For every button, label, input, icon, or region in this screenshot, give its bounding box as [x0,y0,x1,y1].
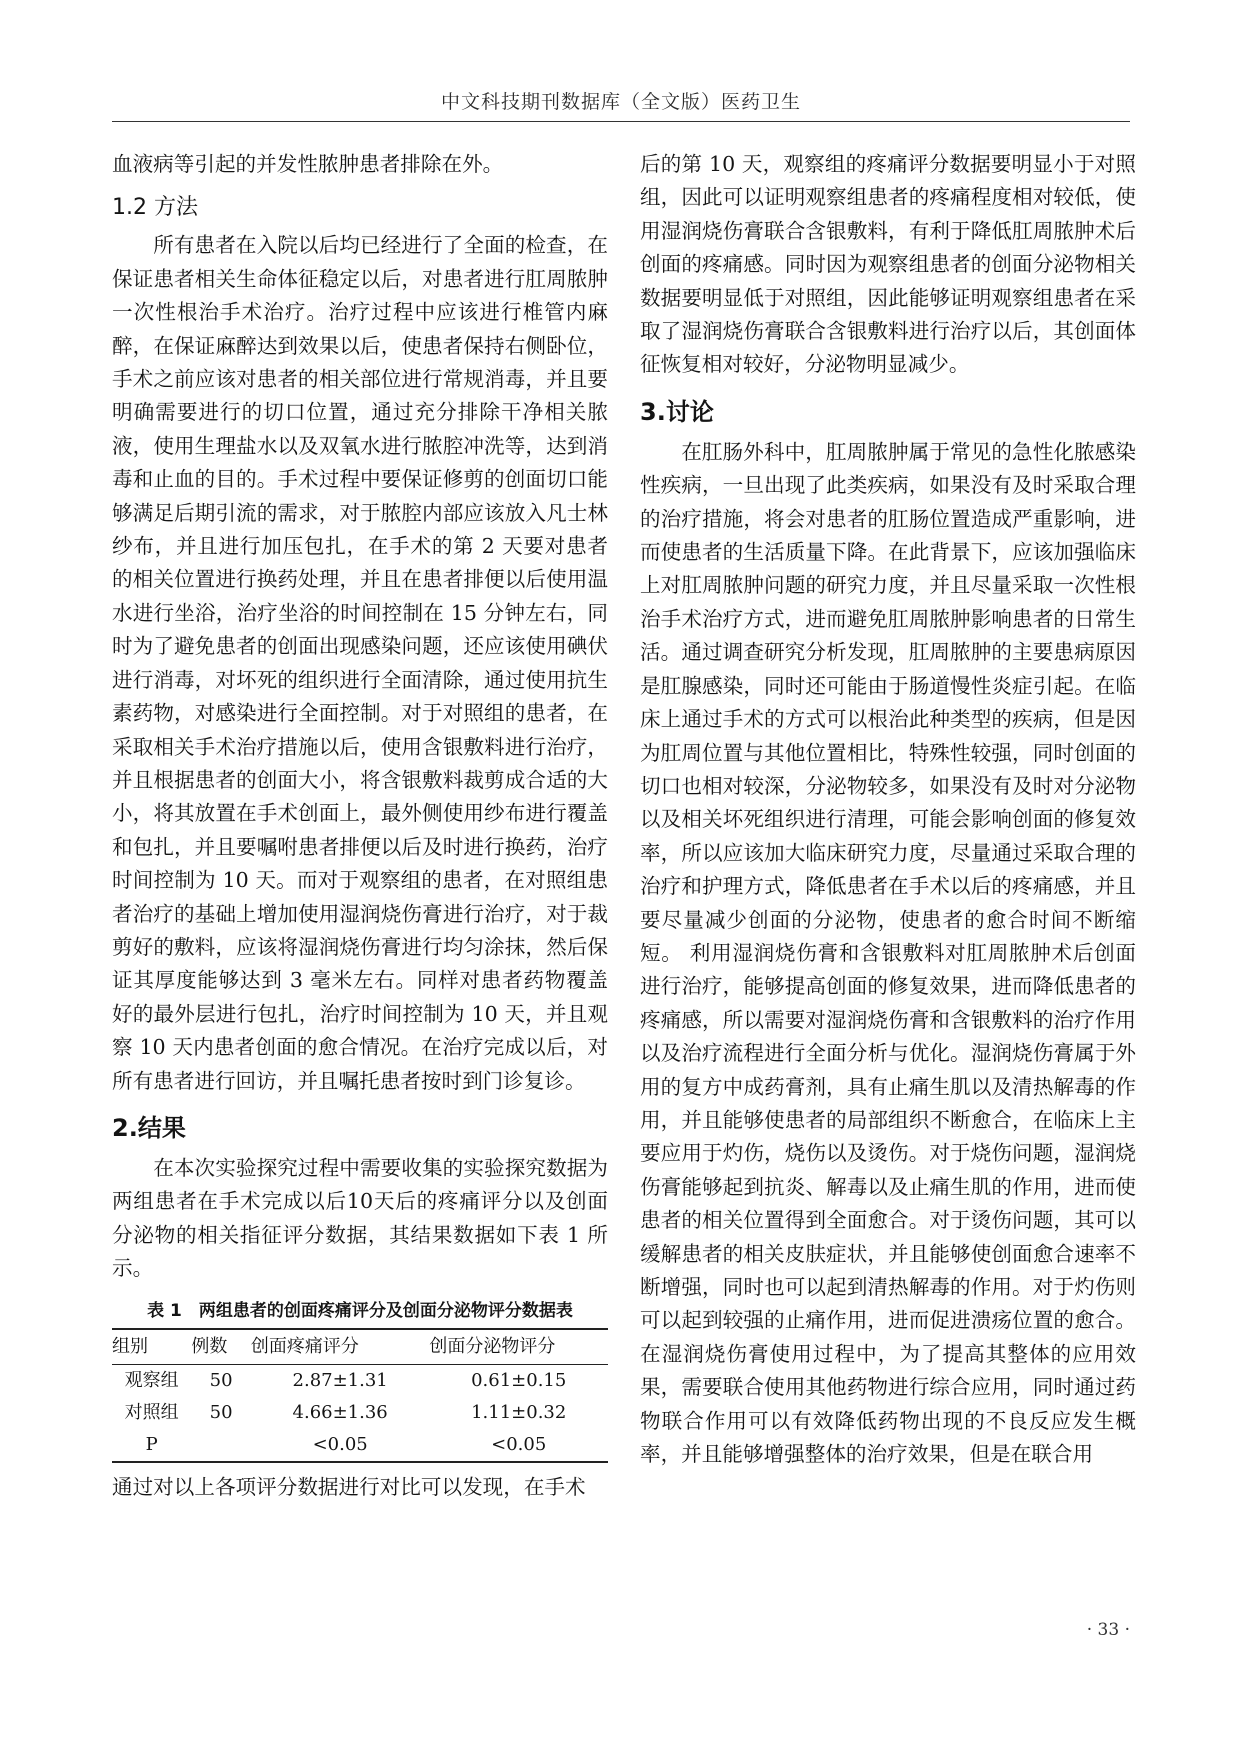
header-rule [112,121,1130,122]
table-cell: <0.05 [251,1429,430,1462]
table-cell [191,1429,251,1462]
journal-header: 中文科技期刊数据库（全文版）医药卫生 [440,91,801,113]
table-caption: 表 1 两组患者的创面疼痛评分及创面分泌物评分数据表 [147,1300,573,1321]
table-cell: 观察组 [124,1369,179,1391]
table-cell: P [112,1429,191,1462]
section-heading-discussion: 3.讨论 [640,397,714,426]
table-header-cell: 例数 [191,1329,251,1365]
section-heading-results: 2.结果 [112,1113,186,1142]
page-number: · 33 · [1086,1620,1130,1640]
table-header-cell: 创面分泌物评分 [429,1329,608,1365]
table-cell: 1.11±0.32 [471,1401,567,1423]
table-row [112,1364,608,1397]
paragraph: 血液病等引起的并发性脓肿患者排除在外。 [112,152,504,176]
paragraph: 后的第 10 天，观察组的疼痛评分数据要明显小于对照组，因此可以证明观察组患者的疼痛程度相对较低，使用湿润烧伤膏联合含银敷料，有利于降低肛周脓肿术后创面的疼痛感。同时因为观察组患者的创面分泌物相关数据要明显低于对照组，因此能够证明观察组患者在采取了湿润烧伤膏联合含银敷料进行治疗以后，其创面体征恢复相对较好，分泌物明显减少。 [640,152,1136,377]
section-heading-methods: 1.2 方法 [112,195,198,221]
paragraph: 在肛肠外科中，肛周脓肿属于常见的急性化脓感染性疾病，一旦出现了此类疾病，如果没有及时采取合理的治疗措施，将会对患者的肛肠位置造成严重影响，进而使患者的生活质量下降。在此背景下，应该加强临床上对肛周脓肿问题的研究力度，并且尽量采取一次性根治手术治疗方式，进而避免肛周脓肿影响患者的日常生活。通过调查研究分析发现，肛周脓肿的主要患病原因是肛腺感染，同时还可能由于肠道慢性炎症引起。在临床上通过手术的方式可以根治此种类型的疾病，但是因为肛周位置与其他位置相比，特殊性较强，同时创面的切口也相对较深，分泌物较多，如果没有及时对分泌物以及相关坏死组织进行清理，可能会影响创面的修复效率，所以应该加大临床研究力度，尽量通过采取合理的治疗和护理方式，降低患者在手术以后的疼痛感，并且要尽量减少创面的分泌物，使患者的愈合时间不断缩短。 利用湿润烧伤膏和含银敷料对肛周脓肿术后创面进行治疗，能够提高创面的修复效果，进而降低患者的疼痛感，所以需要对湿润烧伤膏和含银敷料的治疗作用以及治疗流程进行全面分析与优化。湿润烧伤膏属于外用的复方中成药膏剂，具有止痛生肌以及清热解毒的作用，并且能够使患者的局部组织不断愈合，在临床上主要应用于灼伤，烧伤以及烫伤。对于烧伤问题，湿润烧伤膏能够起到抗炎、解毒以及止痛生肌的作用，进而使患者的相关位置得到全面愈合。对于烫伤问题，其可以缓解患者的相关皮肤症状，并且能够使创面愈合速率不断增强，同时也可以起到清热解毒的作用。对于灼伤则可以起到较强的止痛作用，进而促进溃疡位置的愈合。在湿润烧伤膏使用过程中，为了提高其整体的应用效果，需要联合使用其他药物进行综合应用，同时通过药物联合作用可以有效降低药物出现的不良反应发生概率，并且能够增强整体的治疗效果，但是在联合用 [640,439,1136,1467]
table-cell: 50 [209,1369,233,1391]
table-header-row [112,1329,608,1365]
table-row [112,1429,608,1462]
table-cell: 0.61±0.15 [471,1369,567,1391]
table-row [112,1397,608,1429]
table-cell: 对照组 [124,1401,179,1423]
results-table [112,1328,608,1463]
paragraph: 所有患者在入院以后均已经进行了全面的检查，在保证患者相关生命体征稳定以后，对患者进行肛周脓肿一次性根治手术治疗。治疗过程中应该进行椎管内麻醉，在保证麻醉达到效果以后，使患者保持右侧卧位，手术之前应该对患者的相关部位进行常规消毒，并且要明确需要进行的切口位置，通过充分排除干净相关脓液，使用生理盐水以及双氧水进行脓腔冲洗等，达到消毒和止血的目的。手术过程中要保证修剪的创面切口能够满足后期引流的需求，对于脓腔内部应该放入凡士林纱布，并且进行加压包扎，在手术的第 2 天要对患者的相关位置进行换药处理，并且在患者排便以后使用温水进行坐浴，治疗坐浴的时间控制在 15 分钟左右，同时为了避免患者的创面出现感染问题，还应该使用碘伏进行消毒，对坏死的组织进行全面清除，通过使用抗生素药物，对感染进行全面控制。对于对照组的患者，在采取相关手术治疗措施以后，使用含银敷料进行治疗，并且根据患者的创面大小，将含银敷料裁剪成合适的大小，将其放置在手术创面上，最外侧使用纱布进行覆盖和包扎，并且要嘱咐患者排便以后及时进行换药，治疗时间控制为 10 天。而对于观察组的患者，在对照组患者治疗的基础上增加使用湿润烧伤膏进行治疗，对于裁剪好的敷料，应该将湿润烧伤膏进行均匀涂抹，然后保证其厚度能够达到 3 毫米左右。同样对患者药物覆盖好的最外层进行包扎，治疗时间控制为 10 天，并且观察 10 天内患者创面的愈合情况。在治疗完成以后，对所有患者进行回访，并且嘱托患者按时到门诊复诊。 [112,233,608,1093]
table-cell: 50 [209,1401,233,1423]
right-column [640,148,1136,1471]
table-cell: 4.66±1.36 [292,1401,388,1423]
table-header-cell: 创面疼痛评分 [251,1329,430,1365]
table-cell: 2.87±1.31 [292,1369,388,1391]
paragraph: 在本次实验探究过程中需要收集的实验探究数据为两组患者在手术完成以后10天后的疼痛评分以及创面分泌物的相关指征评分数据，其结果数据如下表 1 所示。 [112,1155,608,1281]
paragraph: 通过对以上各项评分数据进行对比可以发现，在手术 [112,1474,586,1499]
table-header-cell: 组别 [112,1329,191,1365]
left-column [112,148,608,1504]
table-cell: <0.05 [429,1429,608,1462]
